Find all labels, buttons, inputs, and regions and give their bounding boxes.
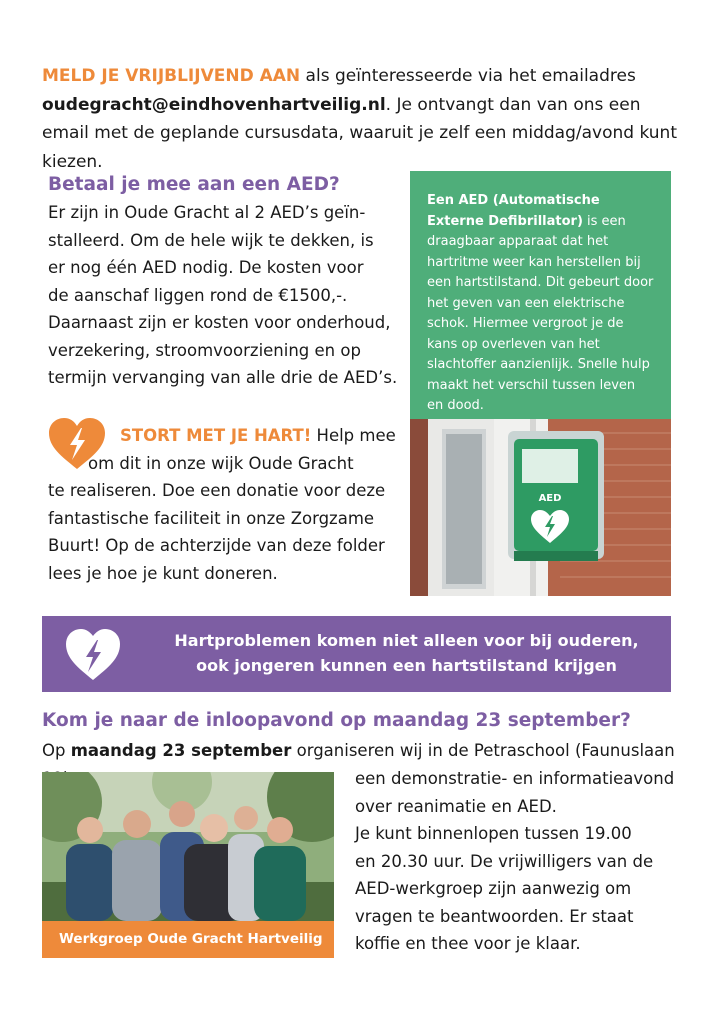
aed-cabinet-label: AED [538,493,562,504]
intro-text-2: . Je ontvangt dan van ons een email met de geplande cursusdata, waaruit je zelf een middag/avond kunt kiezen. [42,94,677,172]
aed-funding-text [48,199,403,392]
heart-warning-banner [42,616,671,692]
aed-line: Er zijn in Oude Gracht al 2 AED’s geïn- [48,203,366,222]
donation-line: om dit in onze wijk Oude Gracht [88,453,354,473]
aed-line: Daarnaast zijn er kosten voor onderhoud, [48,313,391,332]
event-line: en 20.30 uur. De vrijwilligers van de [355,851,654,871]
broken-heart-icon [64,626,122,682]
aed-info-box [410,171,671,419]
event-line: koffie en thee voor je klaar. [355,934,581,953]
banner-text [154,628,659,678]
signup-highlight: MELD JE VRIJBLIJVEND AAN [42,66,301,86]
photo-caption: Werkgroep Oude Gracht Hartveilig [42,921,334,958]
banner-line-2: ook jongeren kunnen een hartstilstand krijgen [196,656,617,675]
banner-line-1: Hartproblemen komen niet alleen voor bij ouderen, [174,631,639,650]
donation-line: lees je hoe je kunt doneren. [48,563,278,583]
event-line: Je kunt binnenlopen tussen 19.00 [355,824,632,843]
aed-definition-bold: Een AED (Automatische Externe Defibrillator) [427,193,600,229]
aed-line: de aanschaf liggen rond de €1500,-. [48,285,348,305]
intro-text-1: als geïnteresseerde via het emailadres [300,66,636,86]
event-date: maandag 23 september [70,741,292,760]
event-intro-start: Op [42,741,71,760]
aed-line: stalleerd. Om de hele wijk te dekken, is [48,230,374,250]
donation-line: fantastische faciliteit in onze Zorgzame [48,508,375,528]
aed-cabinet-photo [410,419,671,596]
event-line: vragen te beantwoorden. Er staat [355,906,634,926]
event-intro-rest: organiseren wij in de Petraschool (Faunuslaan [296,741,675,760]
event-line: AED-werkgroep zijn aanwezig om [355,879,632,898]
donate-highlight: STORT MET JE HART! [120,426,312,445]
aed-heading: Betaal je mee aan een AED? [48,174,340,195]
donation-line-rest: Help mee [311,426,396,445]
email-address[interactable]: oudegracht@eindhovenhartveilig.nl [42,94,386,115]
aed-line: termijn vervanging van alle drie de AED’s. [48,368,398,387]
event-line: een demonstratie- en informatieavond [355,769,675,788]
donation-first-line [48,422,403,450]
donation-line: te realiseren. Doe een donatie voor deze [48,481,386,500]
intro-paragraph [42,62,692,176]
event-line: over reanimatie en AED. [355,796,557,816]
event-details [355,765,695,958]
aed-definition-text: is een draagbaar apparaat dat het hartritme weer kan herstellen bij een hartstilstand. Dit gebeurt door het geven van een elektrische schok. Hiermee vergroot je de kans op overleven van het slachtoffer aanzienlijk. Snelle hulp maakt het verschil tussen leven en dood. [427,213,654,413]
event-heading: Kom je naar de inloopavond op maandag 23 september? [42,710,631,731]
aed-line: verzekering, stroomvoorziening en op [48,340,361,360]
aed-line: er nog één AED nodig. De kosten voor [48,258,364,277]
team-photo [42,772,334,921]
donation-text [48,422,403,587]
donation-line: Buurt! Op de achterzijde van deze folder [48,536,385,555]
